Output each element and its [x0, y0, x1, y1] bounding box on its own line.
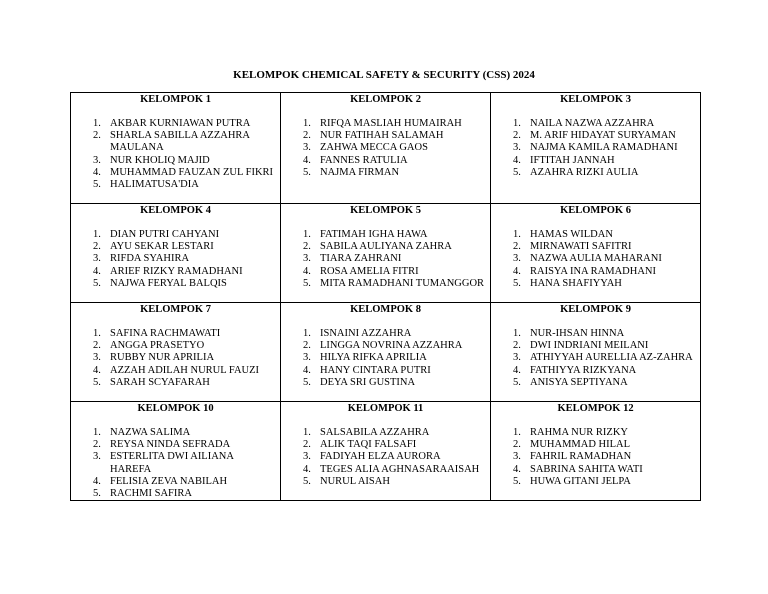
member-name: RIFDA SYAHIRA	[110, 253, 190, 265]
member-name: RAISYA INA RAMADHANI	[530, 265, 657, 277]
member-number: 4.	[93, 166, 101, 178]
member-number: 5.	[513, 475, 521, 487]
member-number: 4.	[93, 364, 101, 376]
member-name: REYSA NINDA SEFRADA	[110, 439, 231, 451]
group-heading: KELOMPOK 10	[137, 403, 214, 414]
group-cell	[281, 93, 491, 204]
member-number: 2.	[513, 130, 521, 142]
member-number: 2.	[303, 241, 311, 253]
group-heading: KELOMPOK 11	[347, 403, 424, 414]
member-number: 3.	[513, 142, 521, 154]
member-number: 1.	[303, 229, 311, 240]
member-list	[281, 427, 490, 488]
member-number: 4.	[93, 265, 101, 277]
member-name: SHARLA SABILLA AZZAHRA MAULANA	[110, 130, 250, 154]
member-name: SALSABILA AZZAHRA	[320, 427, 430, 438]
member-name: MUHAMMAD HILAL	[530, 439, 631, 451]
group-heading: KELOMPOK 12	[557, 403, 634, 414]
member-item	[281, 328, 490, 340]
member-item	[281, 464, 490, 476]
member-item	[491, 464, 700, 476]
group-cell	[281, 303, 491, 402]
member-number: 4.	[303, 265, 311, 277]
member-name: DWI INDRIANI MEILANI	[530, 340, 649, 352]
member-name: NAJMA FIRMAN	[320, 166, 400, 178]
member-item	[281, 476, 490, 488]
member-name: DIAN PUTRI CAHYANI	[110, 229, 220, 240]
member-number: 1.	[303, 328, 311, 339]
member-number: 5.	[93, 488, 101, 500]
member-number: 2.	[303, 130, 311, 142]
group-heading: KELOMPOK 2	[350, 94, 421, 105]
member-list	[491, 118, 700, 179]
member-number: 1.	[303, 427, 311, 438]
member-item	[491, 340, 700, 352]
member-name: ANISYA SEPTIYANA	[530, 376, 628, 388]
member-item	[71, 241, 280, 253]
member-name: DEYA SRI GUSTINA	[320, 376, 416, 388]
member-name: HALIMATUSA'DIA	[110, 179, 199, 191]
member-number: 1.	[303, 118, 311, 129]
member-number: 5.	[303, 475, 311, 487]
member-item	[71, 439, 280, 451]
member-item	[281, 229, 490, 241]
member-item	[281, 377, 490, 389]
member-number: 5.	[513, 277, 521, 289]
member-list	[491, 427, 700, 488]
member-number: 5.	[93, 179, 101, 191]
member-item	[71, 352, 280, 364]
member-name: NUR FATIHAH SALAMAH	[320, 130, 444, 142]
member-name: ATHIYYAH AURELLIA AZ-ZAHRA	[530, 352, 693, 364]
member-name: TEGES ALIA AGHNASARAAISAH	[320, 463, 480, 475]
member-name: NAILA NAZWA AZZAHRA	[530, 118, 655, 129]
member-list	[491, 328, 700, 389]
member-list	[491, 229, 700, 290]
member-list	[281, 118, 490, 179]
member-number: 3.	[303, 142, 311, 154]
member-number: 4.	[513, 364, 521, 376]
group-cell	[71, 303, 281, 402]
member-item	[281, 253, 490, 265]
member-item	[71, 427, 280, 439]
member-list	[71, 328, 280, 389]
member-number: 1.	[513, 118, 521, 129]
member-item	[281, 365, 490, 377]
document-title: KELOMPOK CHEMICAL SAFETY & SECURITY (CSS) 2024	[233, 69, 535, 81]
member-name: SARAH SCYAFARAH	[110, 376, 210, 388]
group-cell	[71, 402, 281, 501]
member-item	[71, 365, 280, 377]
member-number: 3.	[303, 352, 311, 364]
member-item	[71, 266, 280, 278]
member-name: NAZWA AULIA MAHARANI	[530, 253, 662, 265]
member-name: AZAHRA RIZKI AULIA	[530, 166, 639, 178]
member-item	[281, 155, 490, 167]
member-item	[71, 278, 280, 290]
member-name: HANA SHAFIYYAH	[530, 277, 622, 289]
group-cell	[491, 204, 701, 303]
member-item	[71, 377, 280, 389]
member-number: 4.	[303, 154, 311, 166]
member-number: 1.	[513, 328, 521, 339]
member-item	[71, 328, 280, 340]
member-item	[71, 476, 280, 488]
member-item	[281, 142, 490, 154]
member-number: 2.	[303, 340, 311, 352]
member-item	[281, 340, 490, 352]
member-item	[281, 118, 490, 130]
member-item	[281, 278, 490, 290]
member-name: LINGGA NOVRINA AZZAHRA	[320, 340, 463, 352]
member-number: 3.	[513, 352, 521, 364]
member-name: SABILA AULIYANA ZAHRA	[320, 241, 452, 253]
member-item	[71, 179, 280, 191]
member-item	[491, 328, 700, 340]
member-name: FATIMAH IGHA HAWA	[320, 229, 428, 240]
member-list	[71, 229, 280, 290]
member-name: ISNAINI AZZAHRA	[320, 328, 412, 339]
member-name: HILYA RIFKA APRILIA	[320, 352, 427, 364]
member-number: 3.	[93, 352, 101, 364]
member-number: 2.	[303, 439, 311, 451]
member-name: SAFINA RACHMAWATI	[110, 328, 221, 339]
member-number: 1.	[93, 427, 101, 438]
member-number: 5.	[513, 376, 521, 388]
member-name: NUR KHOLIQ MAJID	[110, 154, 210, 166]
member-number: 5.	[93, 376, 101, 388]
member-number: 5.	[93, 277, 101, 289]
member-number: 4.	[93, 475, 101, 487]
member-name: ANGGA PRASETYO	[110, 340, 205, 352]
member-number: 2.	[513, 340, 521, 352]
member-number: 2.	[93, 439, 101, 451]
member-item	[71, 130, 280, 154]
member-item	[281, 427, 490, 439]
member-name: TIARA ZAHRANI	[320, 253, 402, 265]
member-item	[281, 266, 490, 278]
member-item	[491, 278, 700, 290]
member-number: 2.	[93, 241, 101, 253]
member-number: 3.	[303, 253, 311, 265]
member-number: 4.	[513, 154, 521, 166]
member-number: 3.	[303, 451, 311, 463]
member-list	[71, 427, 280, 500]
member-item	[491, 167, 700, 179]
member-name: NAZWA SALIMA	[110, 427, 191, 438]
group-cell	[281, 402, 491, 501]
member-name: FATHIYYA RIZKYANA	[530, 364, 637, 376]
member-item	[71, 253, 280, 265]
group-heading: KELOMPOK 9	[560, 304, 631, 315]
member-item	[71, 155, 280, 167]
member-item	[71, 167, 280, 179]
member-item	[491, 241, 700, 253]
member-number: 4.	[513, 463, 521, 475]
member-number: 2.	[93, 340, 101, 352]
member-item	[491, 439, 700, 451]
member-number: 1.	[93, 328, 101, 339]
member-item	[491, 476, 700, 488]
member-item	[491, 266, 700, 278]
member-name: FANNES RATULIA	[320, 154, 408, 166]
member-item	[71, 229, 280, 241]
member-item	[71, 340, 280, 352]
member-number: 4.	[303, 364, 311, 376]
member-number: 1.	[93, 118, 101, 129]
member-name: HAMAS WILDAN	[530, 229, 613, 240]
groups-table-body	[71, 93, 701, 501]
member-number: 3.	[93, 451, 101, 463]
member-name: MITA RAMADHANI TUMANGGOR	[320, 277, 485, 289]
member-number: 2.	[513, 241, 521, 253]
member-name: AKBAR KURNIAWAN PUTRA	[110, 118, 251, 129]
member-item	[491, 377, 700, 389]
member-number: 1.	[513, 427, 521, 438]
member-number: 4.	[513, 265, 521, 277]
member-name: NUR-IHSAN HINNA	[530, 328, 625, 339]
member-name: NURUL AISAH	[320, 475, 390, 487]
member-name: SABRINA SAHITA WATI	[530, 463, 643, 475]
member-item	[281, 130, 490, 142]
member-name: MUHAMMAD FAUZAN ZUL FIKRI	[110, 166, 274, 178]
group-heading: KELOMPOK 6	[560, 205, 631, 216]
member-name: MIRNAWATI SAFITRI	[530, 241, 632, 253]
member-item	[281, 451, 490, 463]
member-name: RACHMI SAFIRA	[110, 488, 192, 500]
member-name: ALIK TAQI FALSAFI	[320, 439, 417, 451]
member-number: 3.	[513, 253, 521, 265]
member-item	[281, 167, 490, 179]
member-name: ARIEF RIZKY RAMADHANI	[110, 265, 243, 277]
group-cell	[491, 93, 701, 204]
member-name: HUWA GITANI JELPA	[530, 475, 631, 487]
member-name: M. ARIF HIDAYAT SURYAMAN	[530, 130, 676, 142]
member-item	[491, 118, 700, 130]
member-number: 3.	[93, 154, 101, 166]
member-item	[491, 352, 700, 364]
member-name: AYU SEKAR LESTARI	[110, 241, 214, 253]
member-item	[71, 451, 280, 475]
member-number: 5.	[303, 277, 311, 289]
member-name: NAJWA FERYAL BALQIS	[110, 277, 227, 289]
group-heading: KELOMPOK 3	[560, 94, 631, 105]
member-item	[281, 241, 490, 253]
member-item	[491, 142, 700, 154]
member-list	[281, 328, 490, 389]
member-item	[491, 365, 700, 377]
member-name: ESTERLITA DWI AILIANA HAREFA	[110, 451, 234, 475]
member-name: ZAHWA MECCA GAOS	[320, 142, 428, 154]
group-row	[71, 204, 701, 303]
group-heading: KELOMPOK 8	[350, 304, 421, 315]
member-list	[71, 118, 280, 191]
member-name: HANY CINTARA PUTRI	[320, 364, 431, 376]
member-item	[491, 451, 700, 463]
member-item	[281, 439, 490, 451]
member-number: 2.	[93, 130, 101, 142]
member-item	[491, 253, 700, 265]
group-cell	[71, 204, 281, 303]
member-name: NAJMA KAMILA RAMADHANI	[530, 142, 678, 154]
group-cell	[491, 303, 701, 402]
member-name: IFTITAH JANNAH	[530, 154, 615, 166]
member-item	[71, 488, 280, 500]
member-number: 1.	[93, 229, 101, 240]
group-cell	[281, 204, 491, 303]
group-row	[71, 303, 701, 402]
group-heading: KELOMPOK 1	[140, 94, 211, 105]
member-item	[491, 229, 700, 241]
member-name: RAHMA NUR RIZKY	[530, 427, 629, 438]
group-cell	[71, 93, 281, 204]
member-name: FADIYAH ELZA AURORA	[320, 451, 441, 463]
group-heading: KELOMPOK 4	[140, 205, 211, 216]
groups-table	[70, 92, 701, 501]
group-row	[71, 93, 701, 204]
member-item	[491, 130, 700, 142]
member-item	[71, 118, 280, 130]
member-number: 5.	[303, 376, 311, 388]
member-number: 1.	[513, 229, 521, 240]
member-list	[281, 229, 490, 290]
member-item	[491, 155, 700, 167]
member-item	[491, 427, 700, 439]
member-name: FAHRIL RAMADHAN	[530, 451, 632, 463]
member-name: AZZAH ADILAH NURUL FAUZI	[110, 364, 260, 376]
member-name: FELISIA ZEVA NABILAH	[110, 475, 228, 487]
member-name: RUBBY NUR APRILIA	[110, 352, 215, 364]
group-cell	[491, 402, 701, 501]
member-name: ROSA AMELIA FITRI	[320, 265, 419, 277]
member-number: 3.	[93, 253, 101, 265]
member-item	[281, 352, 490, 364]
member-number: 4.	[303, 463, 311, 475]
member-number: 2.	[513, 439, 521, 451]
member-number: 5.	[513, 166, 521, 178]
group-row	[71, 402, 701, 501]
member-number: 3.	[513, 451, 521, 463]
member-number: 5.	[303, 166, 311, 178]
group-heading: KELOMPOK 7	[140, 304, 211, 315]
member-name: RIFQA MASLIAH HUMAIRAH	[320, 118, 462, 129]
group-heading: KELOMPOK 5	[350, 205, 421, 216]
